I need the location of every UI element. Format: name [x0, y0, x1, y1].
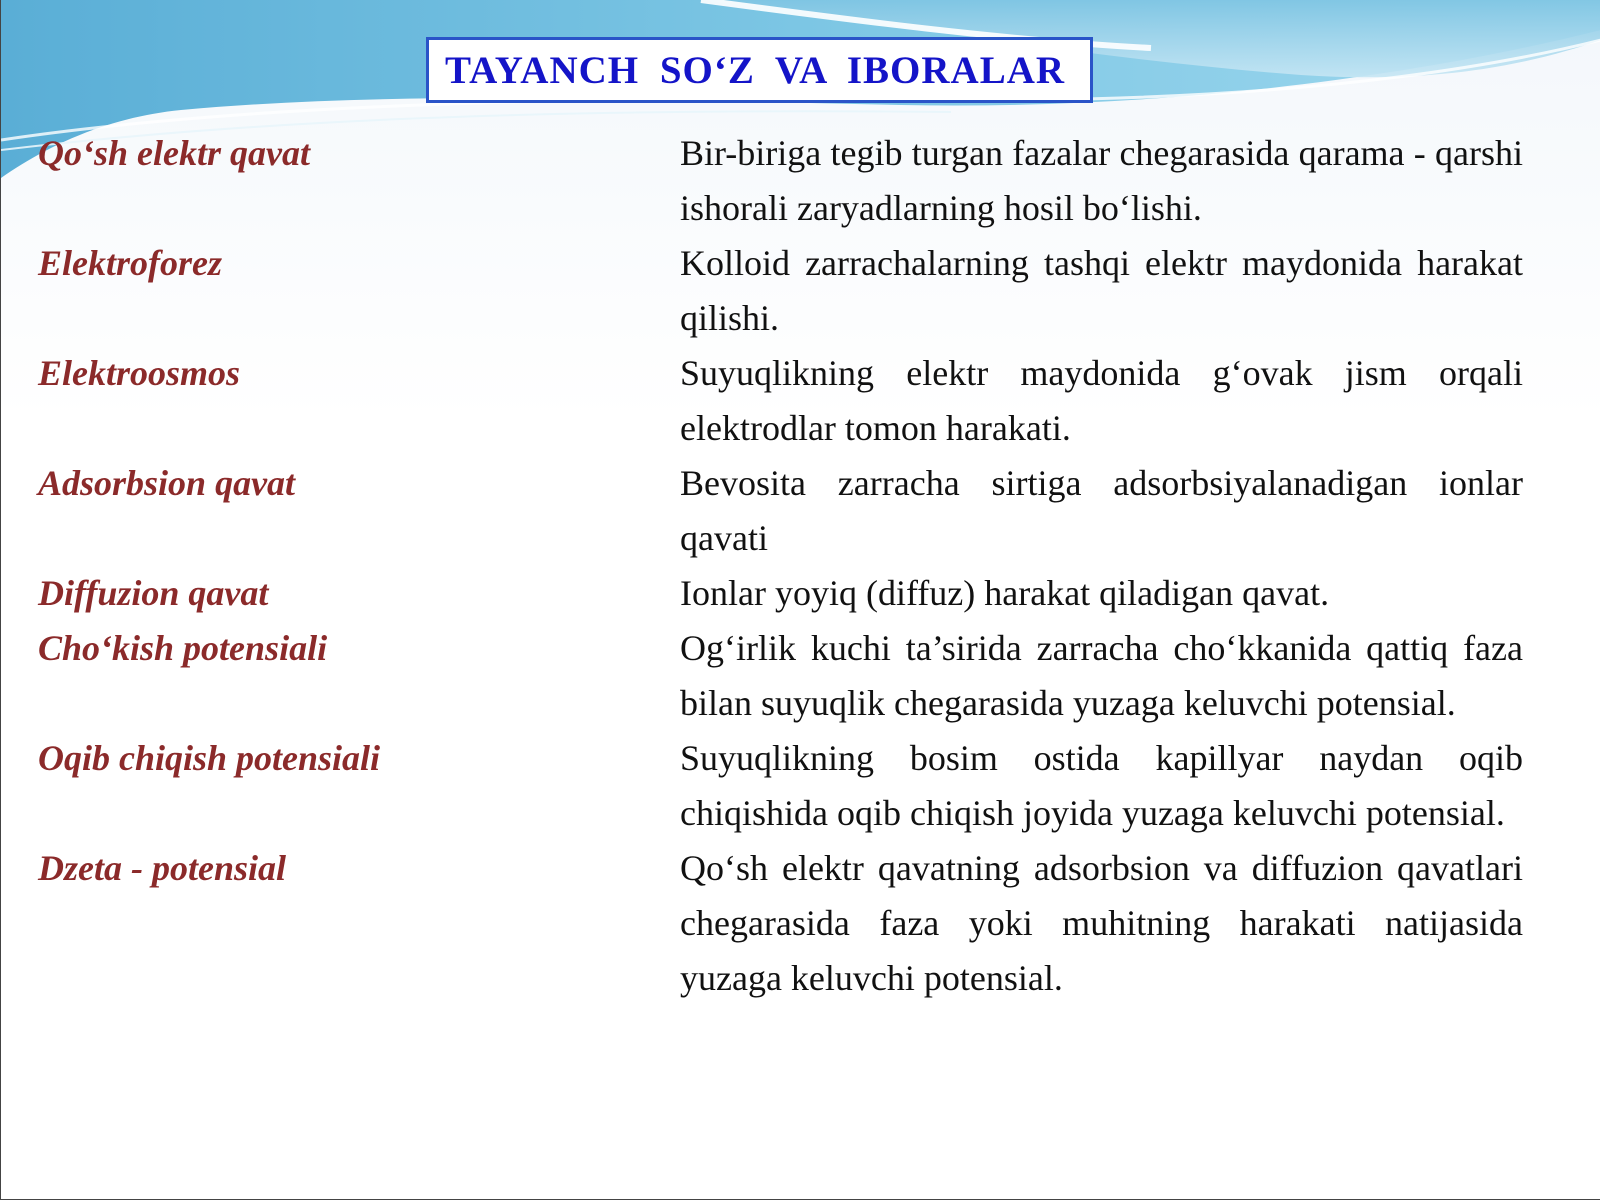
glossary-term: Dzeta - potensial [38, 848, 286, 888]
glossary-row [38, 731, 1523, 841]
glossary-term: Oqib chiqish potensiali [38, 738, 381, 778]
glossary-definition: Suyuqlikning elektr maydonida g‘ovak jism orqali elektrodlar tomon harakati. [680, 353, 1523, 448]
glossary-row [38, 456, 1523, 566]
glossary-row [38, 566, 1523, 621]
glossary-term: Diffuzion qavat [38, 573, 269, 613]
glossary-term: Cho‘kish potensiali [38, 628, 328, 668]
glossary-definition: Kolloid zarrachalarning tashqi elektr maydonida harakat qilishi. [680, 243, 1523, 338]
glossary-row [38, 236, 1523, 346]
glossary-definition: Qo‘sh elektr qavatning adsorbsion va diffuzion qavatlari chegarasida faza yoki muhitning harakati natijasida yuzaga keluvchi potensial. [680, 848, 1523, 998]
glossary-definition: Bir-biriga tegib turgan fazalar chegarasida qarama - qarshi ishorali zaryadlarning hosil bo‘lishi. [680, 133, 1523, 228]
glossary-term: Elektroforez [38, 243, 222, 283]
glossary-definition: Suyuqlikning bosim ostida kapillyar naydan oqib chiqishida oqib chiqish joyida yuzaga keluvchi potensial. [680, 738, 1523, 833]
glossary-definition: Bevosita zarracha sirtiga adsorbsiyalanadigan ionlar qavati [680, 463, 1523, 558]
glossary-term: Qo‘sh elektr qavat [38, 133, 310, 173]
glossary-row [38, 621, 1523, 731]
slide-title: TAYANCH SO‘Z VA IBORALAR [445, 48, 1066, 92]
title-box [426, 37, 1093, 103]
glossary-term: Elektroosmos [38, 353, 241, 393]
glossary-definition: Ionlar yoyiq (diffuz) harakat qiladigan qavat. [680, 573, 1330, 613]
glossary-row [38, 126, 1523, 236]
glossary-definition: Og‘irlik kuchi ta’sirida zarracha cho‘kkanida qattiq faza bilan suyuqlik chegarasida yuzaga keluvchi potensial. [680, 628, 1523, 723]
glossary-row [38, 346, 1523, 456]
glossary-term: Adsorbsion qavat [38, 463, 296, 503]
glossary [38, 126, 1523, 1006]
glossary-row [38, 841, 1523, 1006]
